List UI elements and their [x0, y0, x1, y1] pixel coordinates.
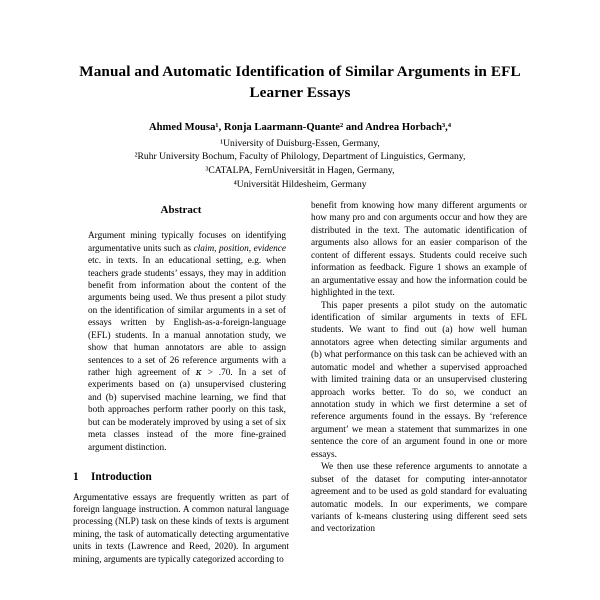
abstract-text-2: etc. in texts. In an educational setting, e.g. when teachers grade students’ essays, they may in addition benefit from information about the content of the arguments being used. We thus present a pilot study on the identification of similar arguments in a set of essays written by English-as-a-foreign-language (EFL) students. In a manual annotation study, we show that human annotators are able to assign sentences to a set of 26 reference arguments with a rather high agreement of — [88, 256, 286, 378]
abstract-paragraph — [88, 230, 286, 454]
affiliation-3: ³CATALPA, FernUniversität in Hagen, Germany, — [205, 165, 395, 177]
kappa-symbol: κ — [195, 367, 202, 378]
title-block — [0, 0, 600, 191]
author-list: Ahmed Mousa¹, Ronja Laarmann-Quante² and Andrea Horbach³,⁴ — [148, 121, 452, 133]
affiliation-list — [73, 137, 527, 191]
abstract-body — [73, 230, 289, 454]
section-heading-introduction — [73, 471, 289, 484]
affiliation-4: ⁴Universität Hildesheim, Germany — [233, 178, 367, 190]
abstract-text-3: > .70. In a set of experiments based on (a) unsupervised clustering and (b) supervised machine learning, we find that both approaches perform rather poorly on this task, but can be moderately improved by using a set of six meta classes instead of the more fine-grained argument distinction. — [88, 368, 286, 453]
intro-paragraph-1: Argumentative essays are frequently written as part of foreign language instruction. A common natural language processing (NLP) task on these kinds of texts is argument mining, the task of automatically detecting argumentative units in texts (Lawrence and Reed, 2020). In argument mining, arguments are typically categorized according to — [73, 492, 289, 565]
affiliation-2: ²Ruhr University Bochum, Faculty of Philology, Department of Linguistics, Germany, — [134, 151, 466, 163]
right-paragraph-2: This paper presents a pilot study on the automatic identification of similar arguments in texts of EFL students. We want to find out (a) how well human annotators agree when detecting similar arguments and (b) what performance on this task can be achieved with an automatic model and whether a supervised approached with limited training data or an unsupervised clustering approach works better. To do so, we conduct an annotation study in which we first determine a set of reference arguments found in the essays. By ‘reference argument’ we mean a statement that summarizes in one sentence the core of an argument found in one or more essays. — [311, 300, 527, 460]
section-title: Introduction — [91, 471, 152, 484]
body-columns — [0, 200, 600, 600]
abstract-heading: Abstract — [160, 204, 202, 216]
abstract-text-1: Argument mining typically focuses on identifying argumentative units such as — [88, 231, 286, 254]
right-paragraph-continued: benefit from knowing how many different arguments or how many pro and con arguments occur and how they are distributed in the text. The automatic identification of arguments also allows for an easier comparison of the content of different essays. Students could receive such information as feedback. Figure 1 shows an example of an argumentative essay and how the information could be highlighted in the text. — [311, 201, 527, 299]
page-title: Manual and Automatic Identification of Similar Arguments in EFL Learner Essays — [79, 63, 521, 101]
section-number: 1 — [73, 471, 79, 484]
abstract-italic-terms: claim, position, evidence — [193, 243, 286, 254]
affiliation-1: ¹University of Duisburg-Essen, Germany, — [220, 137, 380, 149]
right-column — [311, 200, 527, 600]
right-paragraph-3: We then use these reference arguments to annotate a subset of the dataset for computing inter-annotator agreement and to be used as gold standard for evaluating automatic models. In our experiments, we compare variants of k-means clustering using different seed sets and vectorization — [311, 462, 527, 535]
left-column — [73, 200, 289, 600]
